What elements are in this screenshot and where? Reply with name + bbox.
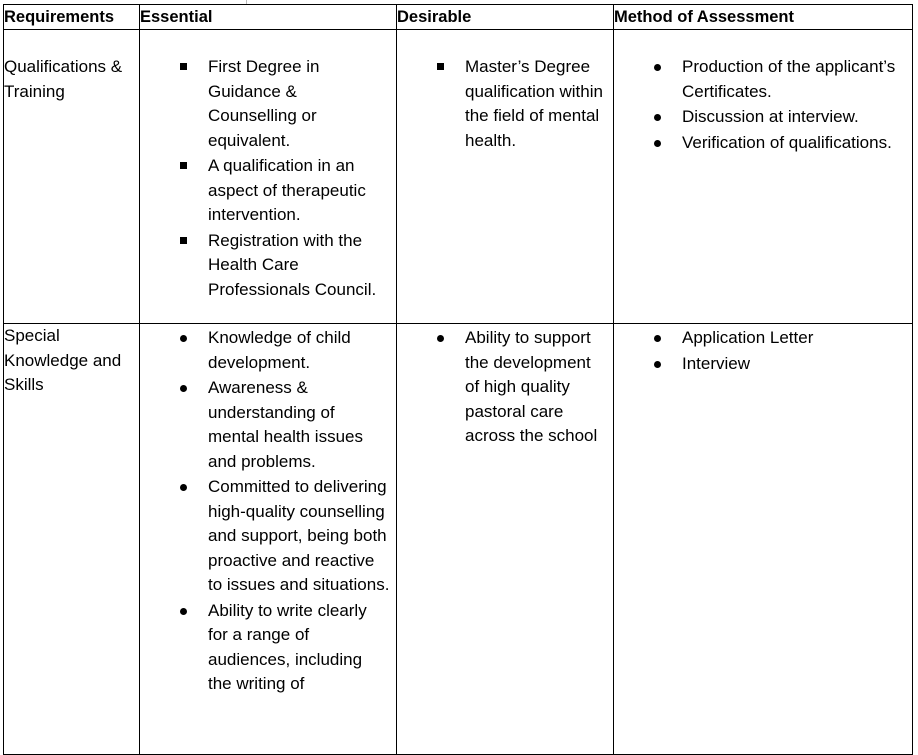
list-item	[140, 376, 396, 474]
list-item-text: Registration with the Health Care Professionals Council.	[208, 230, 377, 299]
method-list	[614, 55, 912, 155]
method-cell	[614, 324, 913, 755]
header-requirements: Requirements	[4, 5, 140, 30]
list-item-text: Awareness & understanding of mental health issues and problems.	[208, 378, 363, 471]
list-item	[614, 352, 912, 377]
header-row	[4, 5, 913, 30]
method-list	[614, 326, 912, 376]
round-bullet-icon	[180, 608, 187, 615]
list-item-text: Application Letter	[682, 328, 814, 347]
list-item	[140, 229, 396, 303]
round-bullet-icon	[654, 335, 661, 342]
essential-cell	[140, 30, 397, 324]
list-item	[140, 475, 396, 598]
list-item-text: Ability to support the development of high quality pastoral care across the school	[465, 328, 598, 445]
list-item	[614, 55, 912, 104]
list-item	[614, 105, 912, 130]
header-method-of-assessment: Method of Assessment	[614, 5, 913, 30]
essential-list	[140, 55, 396, 302]
round-bullet-icon	[180, 385, 187, 392]
desirable-list	[397, 326, 613, 449]
method-cell	[614, 30, 913, 324]
essential-list	[140, 326, 396, 697]
round-bullet-icon	[654, 114, 661, 121]
list-item	[614, 131, 912, 156]
header-essential: Essential	[140, 5, 397, 30]
essential-cell	[140, 324, 397, 755]
list-item-text: Production of the applicant’s Certificates.	[682, 57, 896, 101]
list-item-text: Interview	[682, 353, 751, 373]
desirable-cell	[397, 30, 614, 324]
list-item-text: Knowledge of child development.	[208, 328, 351, 372]
list-item-text: Discussion at interview.	[682, 107, 859, 126]
square-bullet-icon	[180, 162, 187, 169]
table-row-qualifications	[4, 30, 913, 324]
list-item-text: Committed to delivering high-quality counselling and support, being both proactive and reactive to issues and situations.	[208, 477, 390, 594]
round-bullet-icon	[654, 361, 661, 368]
list-item	[140, 55, 396, 153]
round-bullet-icon	[437, 335, 444, 342]
square-bullet-icon	[180, 237, 187, 244]
list-item-text: A qualification in an aspect of therapeutic intervention.	[208, 156, 366, 224]
round-bullet-icon	[654, 64, 661, 71]
requirement-cell: Qualifications & Training	[4, 30, 140, 324]
round-bullet-icon	[180, 484, 187, 491]
header-desirable: Desirable	[397, 5, 614, 30]
requirement-cell: Special Knowledge and Skills	[4, 324, 140, 755]
list-item	[140, 599, 396, 697]
list-item	[397, 326, 613, 449]
square-bullet-icon	[437, 63, 444, 70]
person-specification-table	[3, 4, 913, 755]
list-item	[140, 154, 396, 228]
list-item-text: Verification of qualifications.	[682, 132, 892, 152]
list-item-text: Master’s Degree qualification within the field of mental health.	[465, 57, 603, 150]
list-item	[140, 326, 396, 375]
round-bullet-icon	[654, 140, 661, 147]
square-bullet-icon	[180, 63, 187, 70]
desirable-list	[397, 55, 613, 153]
table-row-special-knowledge	[4, 324, 913, 755]
desirable-cell	[397, 324, 614, 755]
list-item-text: First Degree in Guidance & Counselling or equivalent.	[208, 57, 320, 150]
round-bullet-icon	[180, 335, 187, 342]
list-item	[614, 326, 912, 351]
list-item	[397, 55, 613, 153]
list-item-text: Ability to write clearly for a range of audiences, including the writing of	[208, 600, 367, 693]
